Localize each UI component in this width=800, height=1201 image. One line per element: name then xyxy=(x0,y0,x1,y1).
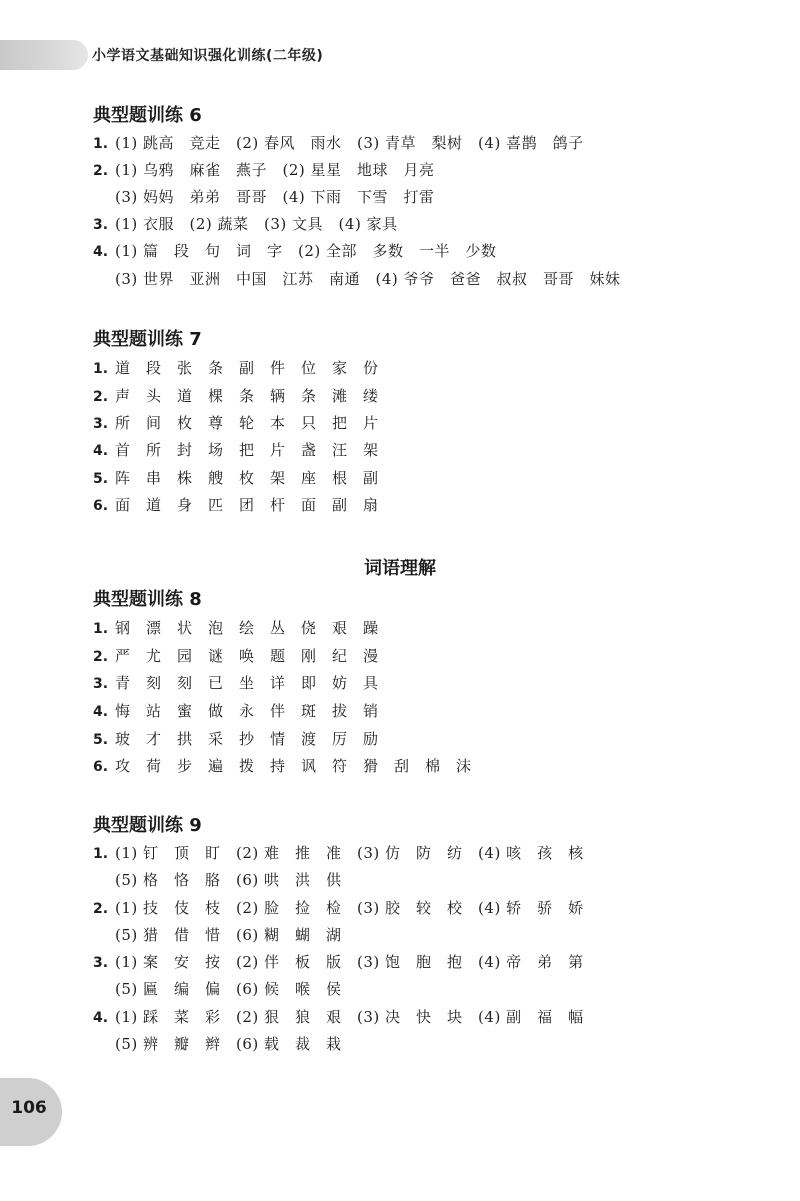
question-number: 2. xyxy=(93,649,109,665)
question-number: 2. xyxy=(93,163,109,179)
answer-row xyxy=(93,132,584,154)
question-number: 2. xyxy=(93,901,109,917)
question-number: 3. xyxy=(93,217,109,233)
answer-row xyxy=(93,159,435,181)
question-number: 1. xyxy=(93,621,109,637)
question-number: 1. xyxy=(93,846,109,862)
question-number: 3. xyxy=(93,676,109,692)
answer-row xyxy=(93,385,379,407)
answer-row xyxy=(93,897,584,919)
header-tab-decoration xyxy=(0,40,88,70)
answer-row xyxy=(93,700,379,722)
answer-row xyxy=(93,268,621,290)
question-number: 1. xyxy=(93,361,109,377)
chapter-title: 词语理解 xyxy=(364,558,436,579)
answer-text: (1) 衣服 (2) 蔬菜 (3) 文具 (4) 家具 xyxy=(115,215,398,233)
answer-row xyxy=(93,842,584,864)
answer-text: (1) 案 安 按 (2) 伴 板 版 (3) 饱 胞 抱 (4) 帝 弟 第 xyxy=(115,953,584,971)
answer-text: 面 道 身 匹 团 杆 面 副 扇 xyxy=(115,496,379,514)
answer-text: 玻 才 拱 采 抄 情 渡 厉 励 xyxy=(115,730,379,748)
answer-text: 所 间 枚 尊 轮 本 只 把 片 xyxy=(115,414,379,432)
answer-text: (3) 世界 亚洲 中国 江苏 南通 (4) 爷爷 爸爸 叔叔 哥哥 妹妹 xyxy=(115,270,621,288)
question-number: 3. xyxy=(93,955,109,971)
answer-row xyxy=(93,240,497,262)
section-title-6: 典型题训练 6 xyxy=(93,105,202,126)
answer-text: (5) 匾 编 偏 (6) 候 喉 侯 xyxy=(115,980,342,998)
question-number: 6. xyxy=(93,498,109,514)
answer-text: 攻 荷 步 遍 拨 持 讽 符 猾 刮 棉 沫 xyxy=(115,757,472,775)
answer-text: (1) 篇 段 句 词 字 (2) 全部 多数 一半 少数 xyxy=(115,242,497,260)
answer-row xyxy=(93,728,379,750)
answer-text: (5) 辨 瓣 辫 (6) 载 裁 栽 xyxy=(115,1035,342,1053)
answer-row xyxy=(93,617,379,639)
section-title-7: 典型题训练 7 xyxy=(93,329,202,350)
answer-row xyxy=(93,357,379,379)
answer-row xyxy=(93,924,342,946)
question-number: 4. xyxy=(93,244,109,260)
question-number: 4. xyxy=(93,1010,109,1026)
question-number: 4. xyxy=(93,704,109,720)
answer-text: (1) 技 伎 枝 (2) 脸 捡 检 (3) 胶 较 校 (4) 轿 骄 娇 xyxy=(115,899,584,917)
question-number: 1. xyxy=(93,136,109,152)
answer-text: (1) 踩 菜 彩 (2) 狠 狼 艰 (3) 决 快 块 (4) 副 福 幅 xyxy=(115,1008,584,1026)
section-title-9: 典型题训练 9 xyxy=(93,815,202,836)
answer-text: 声 头 道 棵 条 辆 条 滩 缕 xyxy=(115,387,379,405)
answer-row xyxy=(93,186,435,208)
answer-row xyxy=(93,951,584,973)
answer-text: 严 尤 园 谜 唤 题 刚 纪 漫 xyxy=(115,647,379,665)
answer-text: 道 段 张 条 副 件 位 家 份 xyxy=(115,359,379,377)
answer-text: 钢 漂 状 泡 绘 丛 侥 艰 躁 xyxy=(115,619,379,637)
answer-text: 阵 串 株 艘 枚 架 座 根 副 xyxy=(115,469,379,487)
answer-row xyxy=(93,1006,584,1028)
answer-row xyxy=(93,978,342,1000)
answer-row xyxy=(93,1033,342,1055)
answer-row xyxy=(93,467,379,489)
page-number: 106 xyxy=(11,1098,47,1118)
book-title: 小学语文基础知识强化训练(二年级) xyxy=(92,48,324,64)
answer-row xyxy=(93,755,472,777)
answer-text: (1) 跳高 竞走 (2) 春风 雨水 (3) 青草 梨树 (4) 喜鹊 鸽子 xyxy=(115,134,584,152)
answer-row xyxy=(93,439,379,461)
answer-text: 青 刻 刻 已 坐 详 即 妨 具 xyxy=(115,674,379,692)
question-number: 5. xyxy=(93,732,109,748)
question-number: 5. xyxy=(93,471,109,487)
answer-text: (1) 钉 顶 盯 (2) 难 推 准 (3) 仿 防 纺 (4) 咳 孩 核 xyxy=(115,844,584,862)
answer-row xyxy=(93,494,379,516)
answer-row xyxy=(93,412,379,434)
question-number: 2. xyxy=(93,389,109,405)
answer-text: 悔 站 蜜 做 永 伴 斑 拔 销 xyxy=(115,702,379,720)
section-title-8: 典型题训练 8 xyxy=(93,589,202,610)
answer-text: (1) 乌鸦 麻雀 燕子 (2) 星星 地球 月亮 xyxy=(115,161,435,179)
answer-text: 首 所 封 场 把 片 盏 汪 架 xyxy=(115,441,379,459)
answer-text: (5) 猎 借 惜 (6) 糊 蝴 湖 xyxy=(115,926,342,944)
question-number: 3. xyxy=(93,416,109,432)
answer-row xyxy=(93,645,379,667)
answer-row xyxy=(93,672,379,694)
question-number: 4. xyxy=(93,443,109,459)
answer-text: (3) 妈妈 弟弟 哥哥 (4) 下雨 下雪 打雷 xyxy=(115,188,435,206)
answer-row xyxy=(93,869,342,891)
answer-row xyxy=(93,213,398,235)
question-number: 6. xyxy=(93,759,109,775)
answer-text: (5) 格 恪 胳 (6) 哄 洪 供 xyxy=(115,871,342,889)
